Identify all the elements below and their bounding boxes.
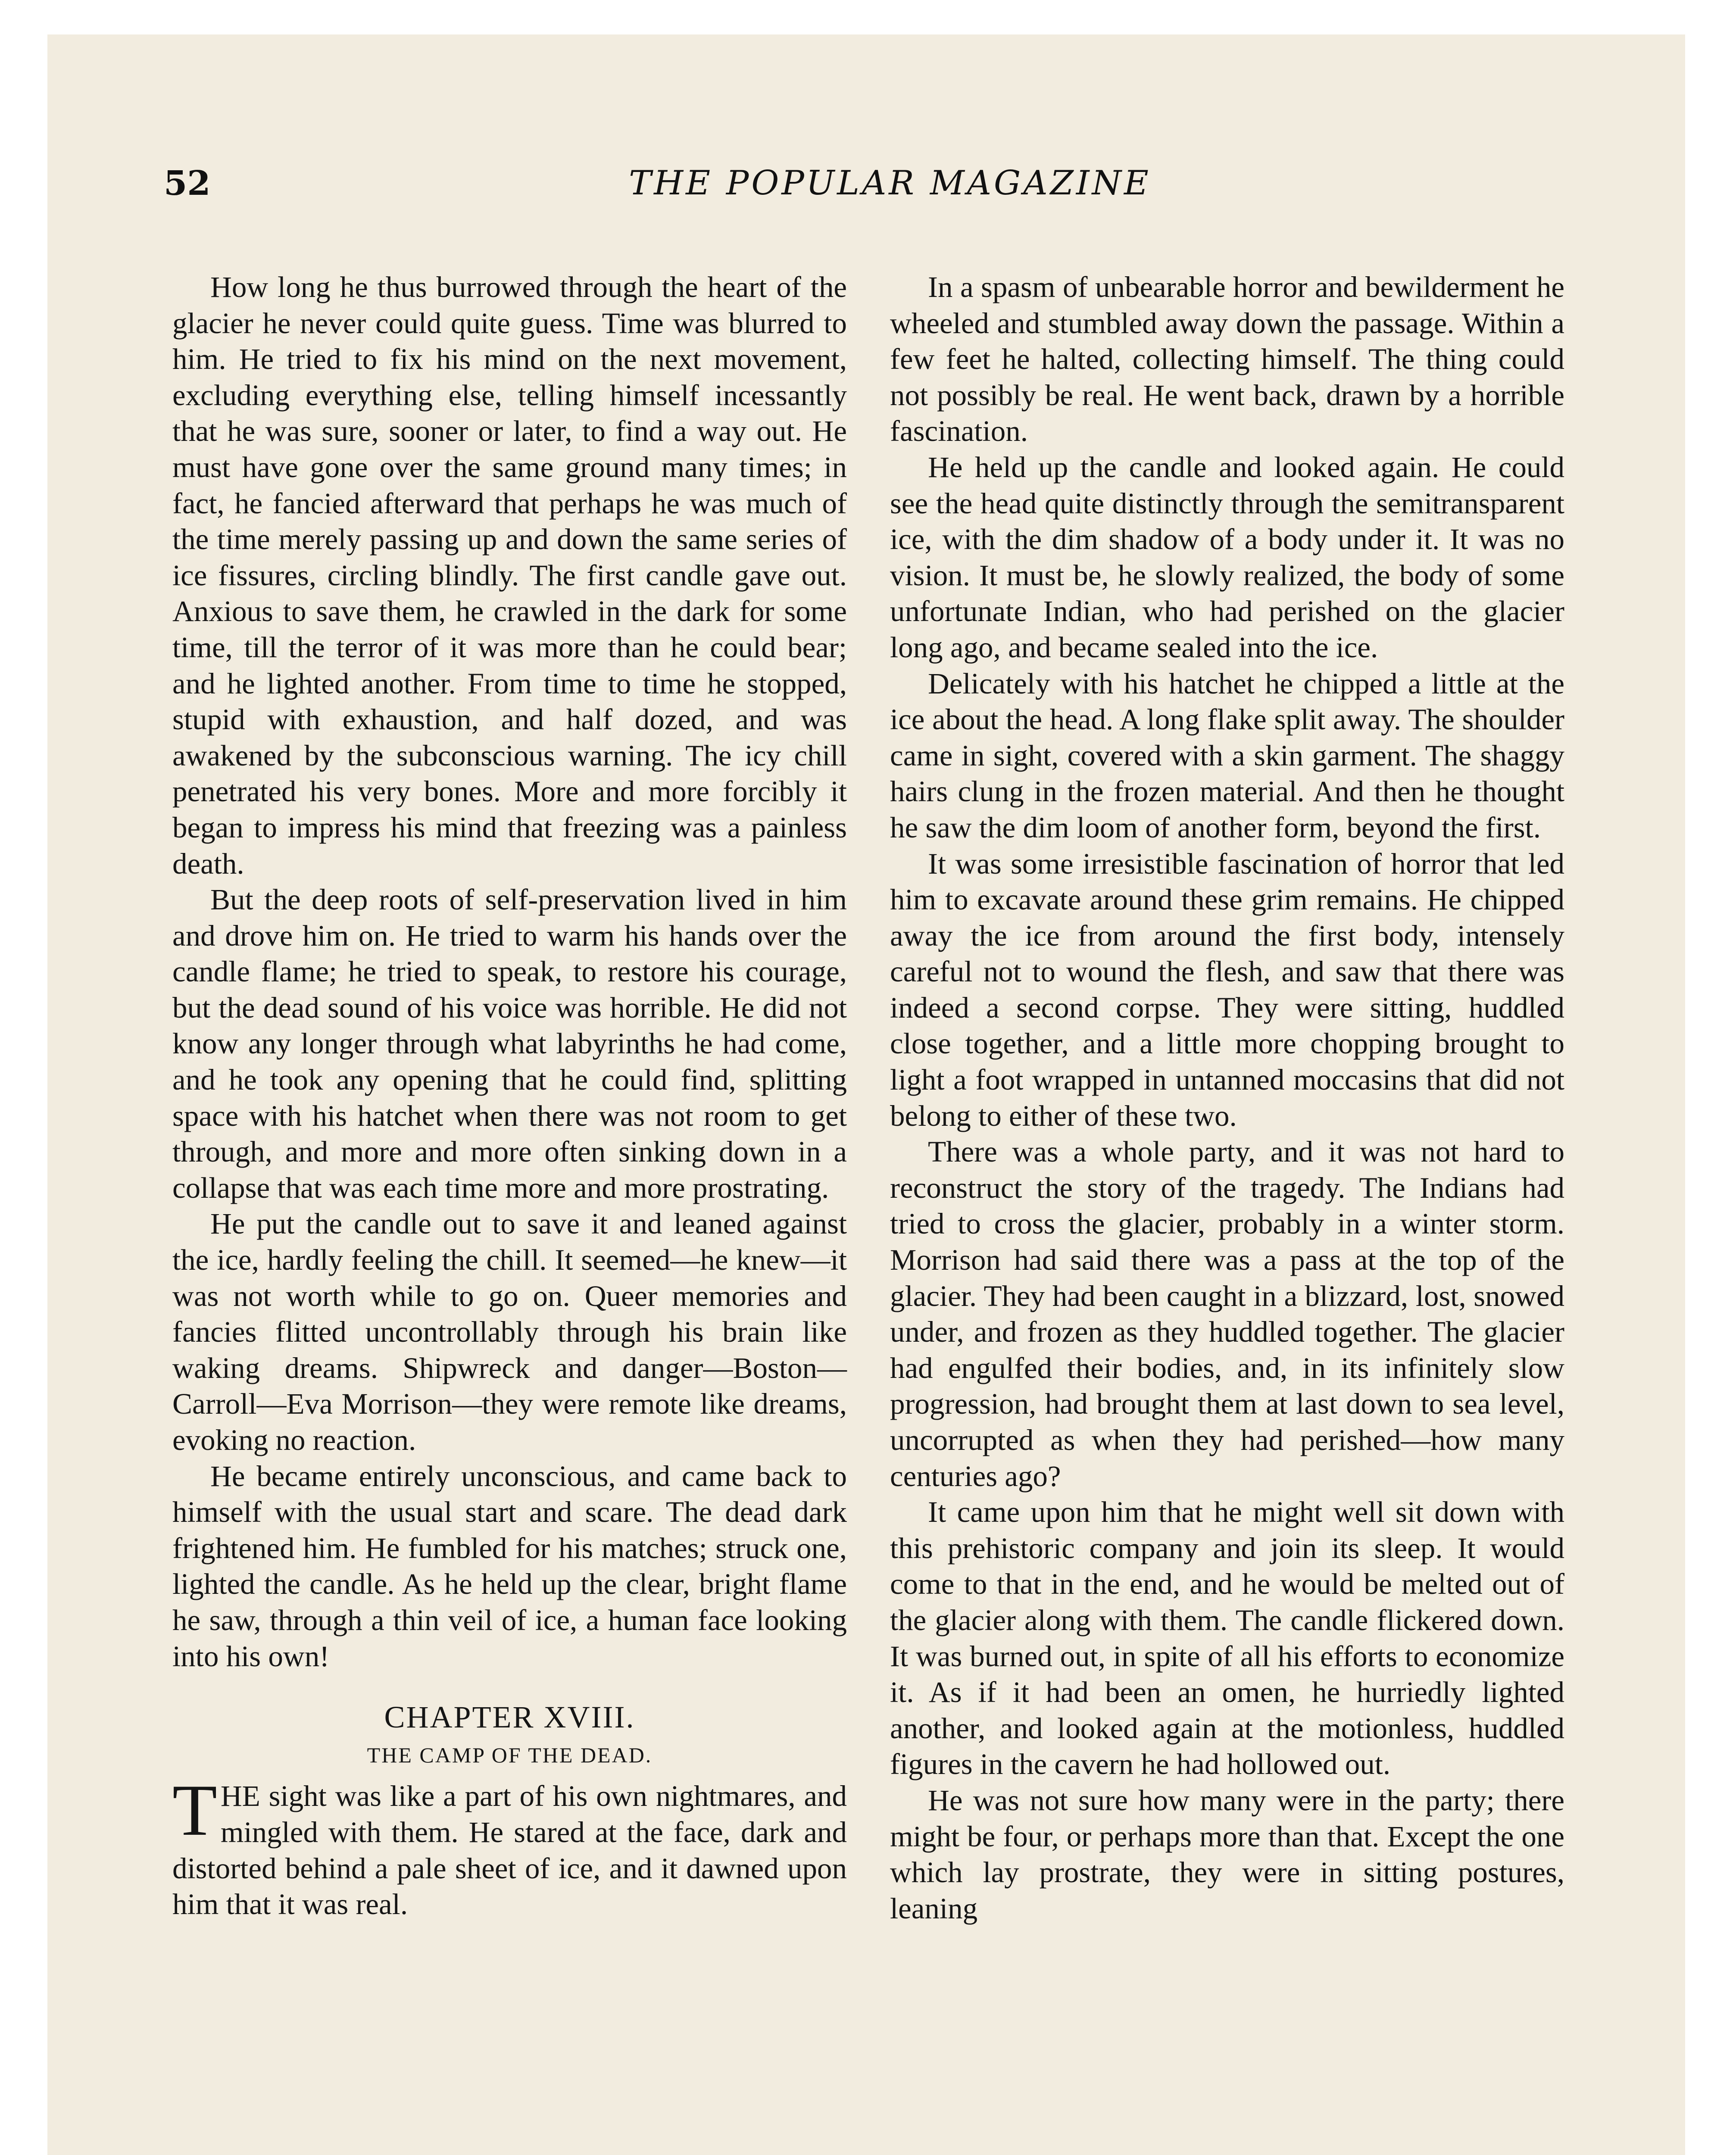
paragraph: Delicately with his hatchet he chipped a little at the ice about the head. A long flake split away. The shoulder came in sight, covered with a skin garment. The shaggy hairs clung in the frozen material. And then he thought he saw the dim loom of another form, beyond the first.: [890, 667, 1564, 844]
magazine-title: THE POPULAR MAGAZINE: [629, 164, 1151, 203]
chapter-heading: CHAPTER XVIII.: [384, 1700, 635, 1735]
paragraph: He held up the candle and looked again. He could see the head quite distinctly through the semitransparent ice, with the dim shadow of a body under it. It was no vision. It must be, he slowly realized, the body of some unfortunate Indian, who had perished on the glacier long ago, and became sealed into the ice.: [890, 450, 1564, 664]
chapter-opening-text: HE sight was like a part of his own nightmares, and mingled with them. He stared at the face, dark and distorted behind a pale sheet of ice, and it dawned upon him that it was real.: [172, 1780, 847, 1921]
paragraph: It was some irresistible fascination of horror that led him to excavate around these grim remains. He chipped away the ice from around the first body, intensely careful not to wound the flesh, and saw that there was indeed a second corpse. They were sitting, huddled close together, and a little more chopping brought to light a foot wrapped in untanned moccasins that did not belong to either of these two.: [890, 847, 1564, 1132]
paragraph: How long he thus burrowed through the heart of the glacier he never could quite guess. Time was blurred to him. He tried to fix his mind on the next movement, excluding everything else, telling himself incessantly that he was sure, sooner or later, to find a way out. He must have gone over the same ground many times; in fact, he fancied afterward that perhaps he was much of the time merely passing up and down the same series of ice fissures, circling blindly. The first candle gave out. Anxious to save them, he crawled in the dark for some time, till the terror of it was more than he could bear; and he lighted another. From time to time he stopped, stupid with exhaustion, and half dozed, and was awakened by the subconscious warning. The icy chill penetrated his very bones. More and more forcibly it began to impress his mind that freezing was a painless death.: [172, 271, 847, 880]
paragraph: He became entirely unconscious, and came back to himself with the usual start and scare. The dead dark frightened him. He fumbled for his matches; struck one, lighted the candle. As he held up the clear, bright flame he saw, through a thin veil of ice, a human face looking into his own!: [172, 1459, 847, 1673]
chapter-opening-paragraph: [172, 1770, 847, 1922]
drop-cap: T: [172, 1770, 217, 1851]
right-column: [890, 269, 1564, 1927]
paragraph: He was not sure how many were in the party; there might be four, or perhaps more than that. Except the one which lay prostrate, they were in sitting postures, leaning: [890, 1783, 1564, 1925]
left-column: [172, 269, 847, 1923]
running-head: [164, 164, 1616, 224]
paragraph: In a spasm of unbearable horror and bewilderment he wheeled and stumbled away down the passage. Within a few feet he halted, collecting himself. The thing could not possibly be real. He went back, drawn by a horrible fascination.: [890, 271, 1564, 448]
paragraph: It came upon him that he might well sit down with this prehistoric company and join its sleep. It would come to that in the end, and he would be melted out of the glacier along with them. The candle flickered down. It was burned out, in spite of all his efforts to economize it. As if it had been an omen, he hurriedly lighted another, and looked again at the motionless, huddled figures in the cavern he had hollowed out.: [890, 1496, 1564, 1781]
page-number: 52: [164, 164, 211, 203]
paragraph: He put the candle out to save it and leaned against the ice, hardly feeling the chill. It seemed—he knew—it was not worth while to go on. Queer memories and fancies flitted uncontrollably through his brain like waking dreams. Shipwreck and danger—Boston—Carroll—Eva Morrison—they were remote like dreams, evoking no reaction.: [172, 1207, 847, 1456]
magazine-page: [47, 34, 1685, 2155]
paragraph: But the deep roots of self-preservation lived in him and drove him on. He tried to warm his hands over the candle flame; he tried to speak, to restore his courage, but the dead sound of his voice was horrible. He did not know any longer through what labyrinths he had come, and he took any opening that he could find, splitting space with his hatchet when there was not room to get through, and more and more often sinking down in a collapse that was each time more and more prostrating.: [172, 883, 847, 1204]
chapter-subtitle: THE CAMP OF THE DEAD.: [367, 1743, 653, 1767]
paragraph: There was a whole party, and it was not hard to reconstruct the story of the tragedy. The Indians had tried to cross the glacier, probably in a winter storm. Morrison had said there was a pass at the top of the glacier. They had been caught in a blizzard, lost, snowed under, and frozen as they huddled together. The glacier had engulfed their bodies, and, in its infinitely slow progression, had brought them at last down to sea level, uncorrupted as when they had perished—how many centuries ago?: [890, 1135, 1564, 1493]
